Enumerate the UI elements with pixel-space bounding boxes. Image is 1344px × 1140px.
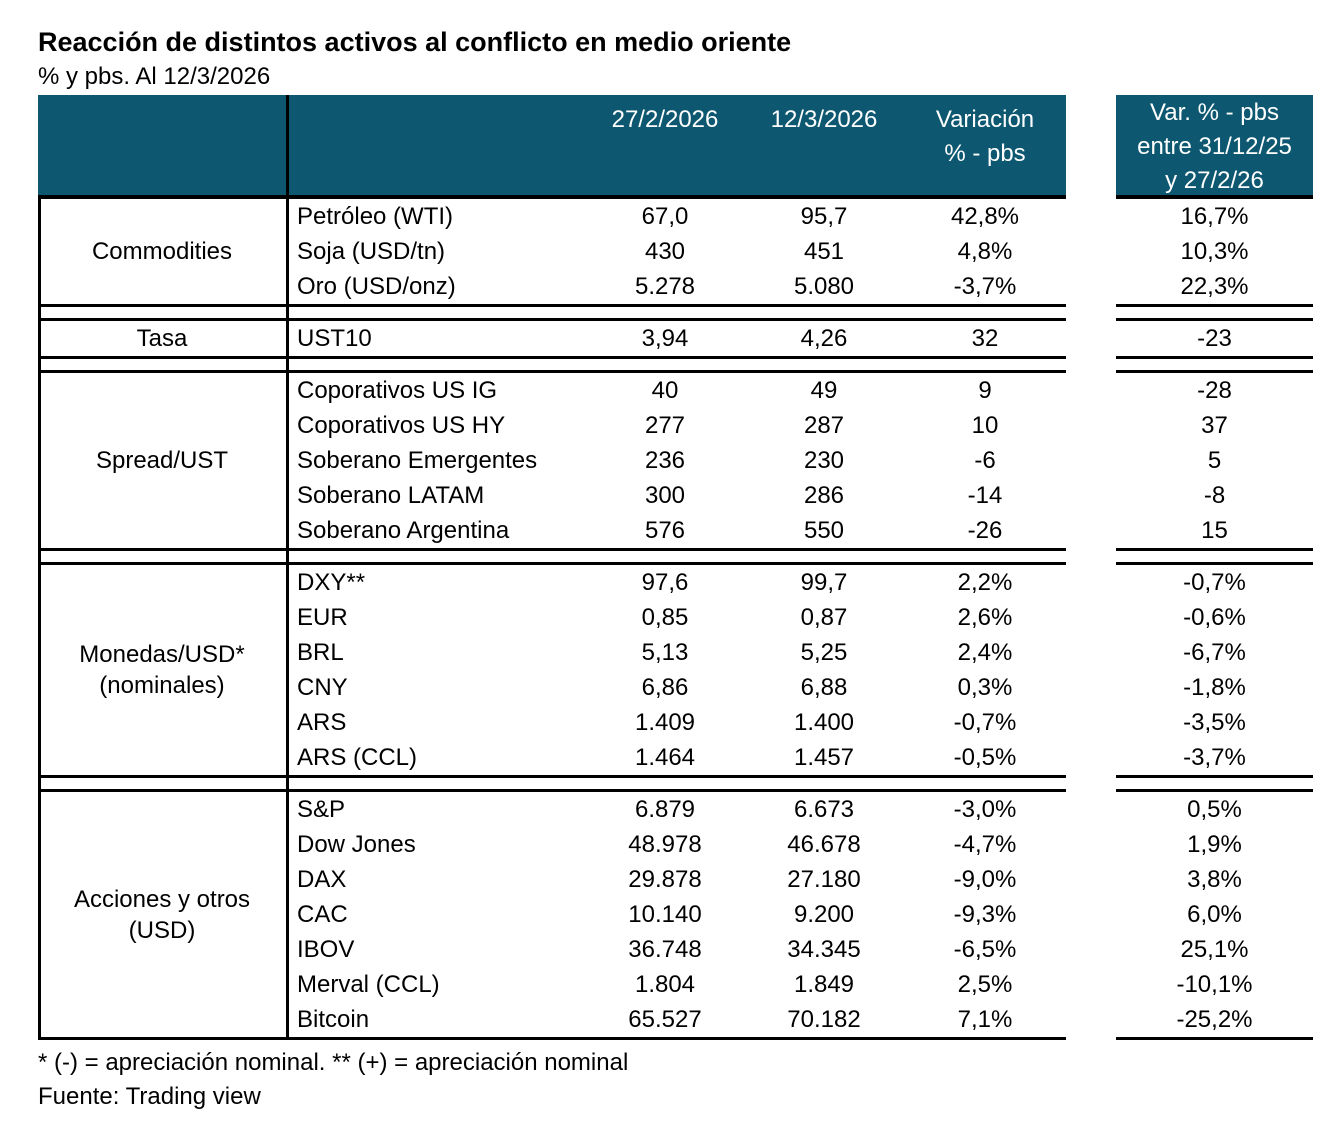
ytd-value: -6,7%: [1183, 639, 1246, 666]
cell-value-date1: 10.140: [628, 901, 702, 928]
group-acciones: [38, 789, 1066, 1040]
ytd-value: -0,7%: [1183, 569, 1246, 596]
cell-value-date1: 5.278: [634, 273, 696, 300]
cell-asset-name: Merval (CCL): [297, 971, 440, 998]
ytd-group-tasa: [1116, 318, 1313, 359]
ytd-header-line1: Var. % - pbs: [1150, 99, 1279, 126]
group-label-line: (nominales): [99, 672, 225, 699]
cell-variation: -9,0%: [953, 866, 1017, 893]
table-row: [286, 199, 1066, 234]
main-table-body: [38, 199, 1066, 1040]
cell-asset-name: Bitcoin: [297, 1006, 370, 1033]
cell-variation: 9: [978, 377, 992, 404]
group-label-line: Monedas/USD*: [79, 641, 245, 668]
cell-value-date2: 9.200: [793, 901, 855, 928]
cell-value-date2: 1.457: [793, 744, 855, 771]
cell-value-date1: 97,6: [641, 569, 689, 596]
cell-value-date1: 300: [644, 482, 686, 509]
ytd-value: 5: [1207, 447, 1222, 474]
group-commodities: [38, 199, 1066, 307]
table-row: [286, 478, 1066, 513]
cell-value-date2: 286: [803, 482, 845, 509]
cell-variation: 42,8%: [950, 203, 1020, 230]
cell-variation: 4,8%: [957, 238, 1013, 265]
ytd-value: 10,3%: [1180, 238, 1249, 265]
header-column-divider: [286, 95, 289, 199]
cell-value-date1: 277: [644, 412, 686, 439]
table-row: [286, 670, 1066, 705]
cell-asset-name: ARS (CCL): [297, 744, 418, 771]
main-table: [38, 95, 1066, 1040]
ytd-value: -3,5%: [1183, 709, 1246, 736]
cell-value-date2: 6,88: [800, 674, 848, 701]
group-label-line: Spread/UST: [95, 447, 229, 474]
cell-value-date1: 236: [644, 447, 686, 474]
ytd-value: 3,8%: [1187, 866, 1242, 893]
cell-asset-name: S&P: [297, 796, 346, 823]
table-row: [286, 321, 1066, 356]
group-label-line: Commodities: [91, 238, 233, 265]
table-row: [286, 967, 1066, 1002]
cell-variation: 32: [971, 325, 999, 352]
table-row: [286, 565, 1066, 600]
cell-value-date2: 70.182: [787, 1006, 861, 1033]
cell-value-date1: 0,85: [641, 604, 689, 631]
cell-variation: -26: [967, 517, 1003, 544]
ytd-group-commodities: [1116, 199, 1313, 307]
column-header-date2: 12/3/2026: [770, 106, 878, 133]
ytd-value: 16,7%: [1180, 203, 1249, 230]
cell-value-date2: 287: [803, 412, 845, 439]
group-rows: [286, 373, 1066, 548]
cell-asset-name: DAX: [297, 866, 347, 893]
header-category-spacer: [38, 95, 286, 195]
cell-asset-name: Coporativos US HY: [297, 412, 506, 439]
page-subtitle: % y pbs. Al 12/3/2026: [38, 63, 271, 90]
cell-variation: -0,7%: [953, 709, 1017, 736]
ytd-group-spread-ust: [1116, 370, 1313, 551]
group-label-line: (USD): [128, 916, 196, 944]
tables-area: [38, 95, 1344, 1040]
cell-value-date1: 576: [644, 517, 686, 544]
cell-value-date1: 1.464: [634, 744, 696, 771]
cell-value-date1: 6,86: [641, 674, 689, 701]
group-tasa: [38, 318, 1066, 359]
ytd-value: 0,5%: [1187, 796, 1242, 823]
cell-asset-name: Coporativos US IG: [297, 377, 498, 404]
table-row: [286, 932, 1066, 967]
cell-value-date2: 95,7: [800, 203, 848, 230]
table-row: [286, 408, 1066, 443]
group-label: [38, 373, 286, 548]
page-title: Reacción de distintos activos al conflicto en medio oriente: [38, 27, 792, 57]
cell-asset-name: Soja (USD/tn): [297, 238, 446, 265]
cell-variation: 2,2%: [957, 569, 1013, 596]
table-row: [286, 443, 1066, 478]
ytd-value: 15: [1201, 517, 1228, 544]
group-label: [38, 321, 286, 356]
table-left-border: [38, 199, 41, 1040]
cell-variation: 2,6%: [957, 604, 1013, 631]
table-row: [286, 1002, 1066, 1037]
column-divider: [286, 199, 289, 1040]
ytd-value: -28: [1197, 377, 1232, 404]
ytd-value: -10,1%: [1176, 971, 1253, 998]
footnote: * (-) = apreciación nominal. ** (+) = apreciación nominal: [38, 1049, 629, 1076]
ytd-value: -8: [1203, 482, 1226, 509]
table-row: [286, 373, 1066, 408]
table-row: [286, 269, 1066, 304]
ytd-header-line3: y 27/2/26: [1165, 167, 1264, 194]
header-name-spacer: [286, 95, 586, 195]
ytd-column-body: [1116, 199, 1313, 1040]
main-table-header: [38, 95, 1066, 199]
ytd-value: -3,7%: [1183, 744, 1246, 771]
cell-value-date2: 5,25: [800, 639, 848, 666]
cell-variation: -14: [967, 482, 1003, 509]
cell-asset-name: BRL: [297, 639, 344, 666]
group-label: [38, 792, 286, 1037]
cell-variation: 0,3%: [957, 674, 1013, 701]
table-row: [286, 827, 1066, 862]
cell-asset-name: Dow Jones: [297, 831, 416, 858]
ytd-value: -1,8%: [1183, 674, 1246, 701]
cell-asset-name: Petróleo (WTI): [297, 203, 454, 230]
ytd-header-line2: entre 31/12/25: [1137, 133, 1292, 160]
ytd-value: -23: [1197, 325, 1232, 352]
cell-value-date1: 5,13: [641, 639, 689, 666]
column-header-variation-line2: % - pbs: [944, 140, 1026, 167]
cell-value-date2: 6.673: [793, 796, 855, 823]
cell-asset-name: Soberano LATAM: [297, 482, 485, 509]
cell-value-date2: 34.345: [787, 936, 861, 963]
table-row: [286, 740, 1066, 775]
ytd-value: 6,0%: [1187, 901, 1242, 928]
cell-value-date1: 40: [651, 377, 679, 404]
group-label-line: Tasa: [136, 325, 188, 352]
group-rows: [286, 321, 1066, 356]
cell-asset-name: Oro (USD/onz): [297, 273, 456, 300]
cell-value-date2: 550: [803, 517, 845, 544]
table-row: [286, 792, 1066, 827]
group-monedas: [38, 562, 1066, 778]
cell-asset-name: Soberano Argentina: [297, 517, 510, 544]
cell-variation: -4,7%: [953, 831, 1017, 858]
group-rows: [286, 792, 1066, 1037]
cell-variation: -3,7%: [953, 273, 1017, 300]
cell-variation: -6,5%: [953, 936, 1017, 963]
cell-asset-name: EUR: [297, 604, 348, 631]
cell-value-date1: 29.878: [628, 866, 702, 893]
group-label: [38, 199, 286, 304]
group-spread-ust: [38, 370, 1066, 551]
cell-value-date2: 0,87: [800, 604, 848, 631]
cell-value-date1: 67,0: [641, 203, 689, 230]
cell-asset-name: DXY**: [297, 569, 366, 596]
ytd-value: 25,1%: [1180, 936, 1249, 963]
cell-value-date2: 1.849: [793, 971, 855, 998]
cell-value-date1: 3,94: [641, 325, 689, 352]
ytd-value: -25,2%: [1176, 1006, 1253, 1033]
group-rows: [286, 199, 1066, 304]
cell-value-date1: 6.879: [634, 796, 696, 823]
group-label: [38, 565, 286, 775]
source-note: Fuente: Trading view: [38, 1083, 261, 1110]
column-header-variation-line1: Variación: [935, 106, 1035, 133]
cell-value-date2: 49: [810, 377, 838, 404]
cell-variation: -6: [974, 447, 996, 474]
cell-value-date2: 230: [803, 447, 845, 474]
table-row: [286, 897, 1066, 932]
table-row: [286, 600, 1066, 635]
cell-value-date1: 48.978: [628, 831, 702, 858]
cell-asset-name: Soberano Emergentes: [297, 447, 538, 474]
cell-asset-name: CAC: [297, 901, 348, 928]
cell-value-date2: 46.678: [787, 831, 861, 858]
cell-asset-name: UST10: [297, 325, 372, 352]
cell-value-date2: 99,7: [800, 569, 848, 596]
cell-value-date1: 36.748: [628, 936, 702, 963]
cell-variation: -0,5%: [953, 744, 1017, 771]
cell-value-date2: 4,26: [800, 325, 848, 352]
table-row: [286, 705, 1066, 740]
cell-value-date2: 27.180: [787, 866, 861, 893]
cell-asset-name: CNY: [297, 674, 348, 701]
cell-value-date1: 430: [644, 238, 686, 265]
cell-variation: 7,1%: [957, 1006, 1013, 1033]
cell-variation: 2,4%: [957, 639, 1013, 666]
cell-value-date2: 1.400: [793, 709, 855, 736]
cell-value-date1: 65.527: [628, 1006, 702, 1033]
table-row: [286, 635, 1066, 670]
cell-variation: 2,5%: [957, 971, 1013, 998]
ytd-value: 22,3%: [1180, 273, 1249, 300]
cell-asset-name: ARS: [297, 709, 347, 736]
group-label-line: Acciones y otros: [73, 885, 251, 913]
table-row: [286, 234, 1066, 269]
ytd-group-acciones: [1116, 789, 1313, 1040]
cell-variation: -3,0%: [953, 796, 1017, 823]
table-row: [286, 862, 1066, 897]
ytd-value: -0,6%: [1183, 604, 1246, 631]
ytd-value: 1,9%: [1187, 831, 1242, 858]
cell-value-date1: 1.804: [634, 971, 696, 998]
ytd-column: [1116, 95, 1313, 1040]
cell-value-date2: 451: [803, 238, 845, 265]
ytd-group-monedas: [1116, 562, 1313, 778]
column-header-variation: [904, 95, 1066, 195]
cell-variation: 10: [971, 412, 999, 439]
ytd-column-header: [1116, 95, 1313, 199]
group-rows: [286, 565, 1066, 775]
table-row: [286, 513, 1066, 548]
ytd-value: 37: [1201, 412, 1228, 439]
cell-variation: -9,3%: [953, 901, 1017, 928]
cell-asset-name: IBOV: [297, 936, 355, 963]
cell-value-date1: 1.409: [634, 709, 696, 736]
cell-value-date2: 5.080: [793, 273, 855, 300]
column-header-date1: 27/2/2026: [611, 106, 719, 133]
